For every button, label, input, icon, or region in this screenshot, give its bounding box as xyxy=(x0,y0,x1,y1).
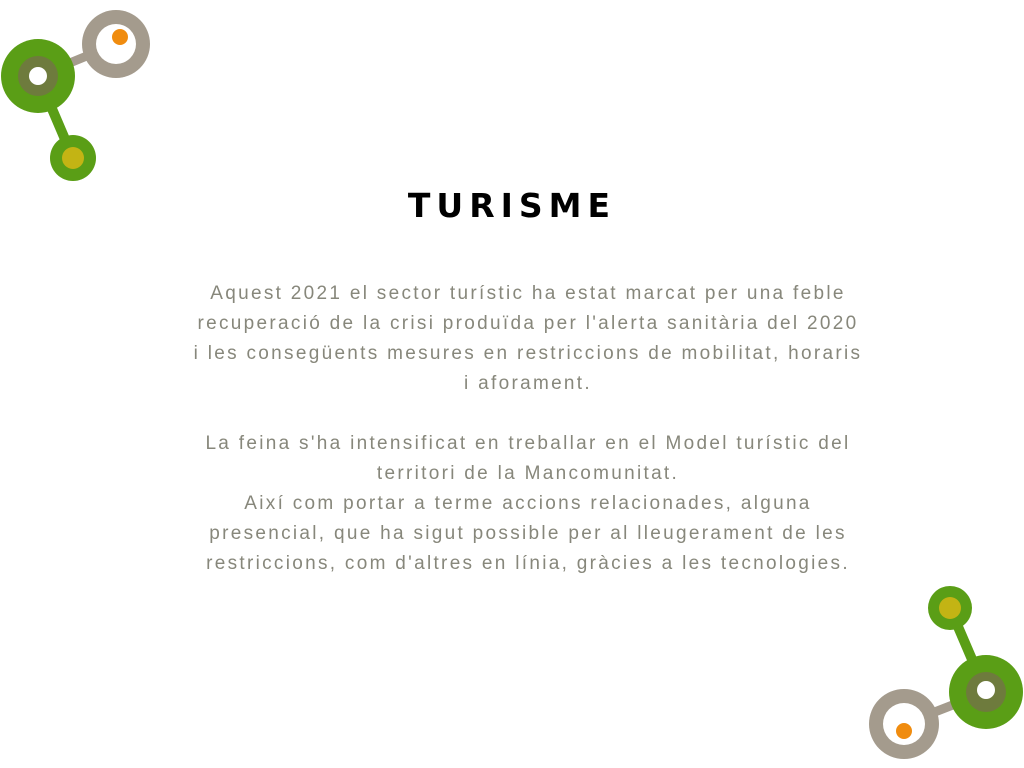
molecule-decoration-bottom-right xyxy=(860,578,1024,768)
text-line: territori de la Mancomunitat. xyxy=(376,463,680,484)
text-line: Aquest 2021 el sector turístic ha estat marcat per una feble xyxy=(210,283,846,304)
text-line: i aforament. xyxy=(464,373,592,394)
text-line: presencial, que ha sigut possible per al lleugerament de les xyxy=(209,523,847,544)
text-line: Així com portar a terme accions relacionades, alguna xyxy=(244,493,812,514)
text-line: La feina s'ha intensificat en treballar en el Model turístic del xyxy=(205,433,851,454)
text-line: i les consegüents mesures en restriccions de mobilitat, horaris xyxy=(193,343,863,364)
text-line: recuperació de la crisi produïda per l'alerta sanitària del 2020 xyxy=(197,313,859,334)
page-title: TURISME xyxy=(407,186,617,225)
paragraph-work xyxy=(150,429,906,579)
body-text xyxy=(150,279,906,579)
paragraph-intro xyxy=(150,279,906,399)
text-line: restriccions, com d'altres en línia, gràcies a les tecnologies. xyxy=(206,553,850,574)
molecule-decoration-top-left xyxy=(0,0,160,190)
